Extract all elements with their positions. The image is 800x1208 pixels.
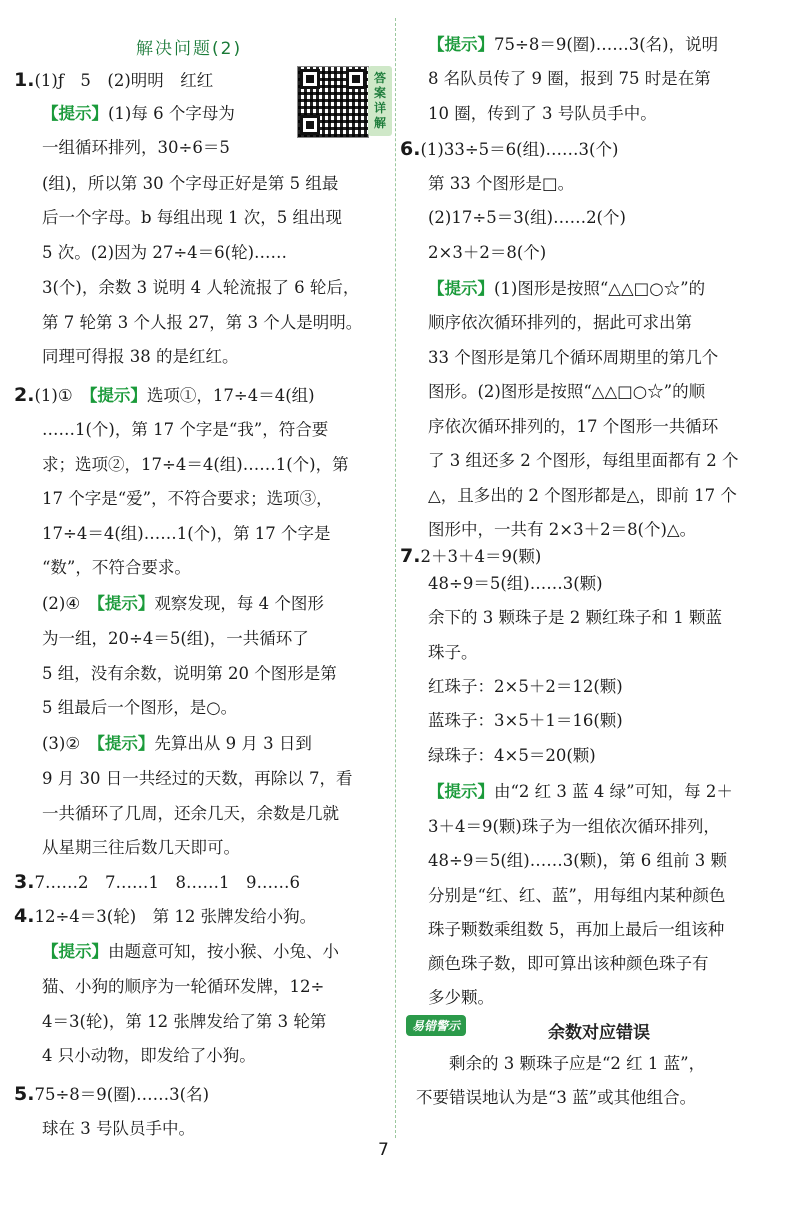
right-line — [428, 311, 692, 335]
line-text: 17÷4＝4(组)……1(个)，第 17 个字是 — [42, 524, 331, 543]
line-text: 球在 3 号队员手中。 — [42, 1119, 195, 1138]
line-text: 10 圈，传到了 3 号队员手中。 — [428, 104, 657, 123]
left-line — [14, 870, 300, 895]
line-text: △，且多出的 2 个图形都是△，即前 17 个 — [428, 486, 737, 505]
warning-line: 不要错误地认为是“3 蓝”或其他组合。 — [416, 1088, 697, 1107]
right-line — [400, 137, 618, 162]
right-line — [428, 415, 718, 439]
line-text: (1)图形是按照“△△□○☆”的 — [494, 279, 706, 298]
line-text: 先算出从 9 月 3 日到 — [154, 734, 312, 753]
left-line — [42, 1044, 256, 1068]
right-line — [428, 815, 720, 839]
line-text: 75÷8＝9(圈)……3(名) — [34, 1085, 210, 1104]
left-line — [42, 418, 328, 442]
line-text: 同理可得报 38 的是红红。 — [42, 347, 239, 366]
right-line — [428, 67, 711, 91]
left-line — [42, 241, 287, 265]
right-line — [428, 102, 657, 126]
line-text: (组)，所以第 30 个字母正好是第 5 组最 — [42, 174, 339, 193]
line-text: 48÷9＝5(组)……3(颗) — [428, 574, 603, 593]
right-line — [428, 884, 725, 908]
left-line — [42, 102, 235, 126]
line-text: 绿珠子：4×5＝20(颗) — [428, 746, 596, 765]
line-text: 2×3＋2＝8(个) — [428, 243, 547, 262]
right-line — [428, 484, 737, 508]
right-line — [428, 346, 718, 370]
line-text: 了 3 组还多 2 个图形，每组里面都有 2 个 — [428, 451, 739, 470]
line-text: 颜色珠子数，即可算出该种颜色珠子有 — [428, 954, 709, 973]
right-line — [400, 544, 541, 569]
question-number: 6. — [400, 138, 421, 160]
left-line — [42, 206, 342, 230]
line-text: 由“2 红 3 蓝 4 绿”可知，每 2＋ — [494, 782, 733, 801]
right-line — [428, 744, 596, 768]
line-text: 7……2 7……1 8……1 9……6 — [34, 873, 300, 892]
line-text: 48÷9＝5(组)……3(颗)，第 6 组前 3 颗 — [428, 851, 728, 870]
hint-label: 【提示】 — [428, 35, 494, 54]
right-line — [428, 206, 626, 230]
answer-detail-tag[interactable]: 答 案 详 解 — [368, 66, 392, 136]
right-line — [428, 675, 623, 699]
right-line — [428, 986, 494, 1010]
line-text: 顺序依次循环排列的，据此可求出第 — [428, 313, 692, 332]
left-line — [42, 767, 352, 791]
line-text: (1)① — [34, 386, 90, 405]
left-line — [42, 836, 240, 860]
line-text: ……1(个)，第 17 个字是“我”，符合要 — [42, 420, 329, 439]
hint-label: 【提示】 — [42, 104, 108, 123]
right-line — [428, 380, 705, 404]
question-number: 2. — [14, 384, 35, 406]
left-line — [42, 172, 338, 196]
line-text: 第 33 个图形是□。 — [428, 174, 575, 193]
column-divider — [395, 18, 396, 1138]
line-text: 余下的 3 颗珠子是 2 颗红珠子和 1 颗蓝 — [428, 608, 722, 627]
line-text: 观察发现，每 4 个图形 — [154, 594, 324, 613]
line-text: 8 名队员传了 9 圈，报到 75 时是在第 — [428, 69, 711, 88]
right-line — [428, 572, 603, 596]
left-line — [42, 136, 230, 160]
hint-label: 【提示】 — [42, 942, 108, 961]
line-text: 3＋4＝9(颗)珠子为一组依次循环排列， — [428, 817, 720, 836]
left-line — [42, 975, 324, 999]
left-line — [42, 732, 312, 756]
line-text: 后一个字母。b 每组出现 1 次，5 组出现 — [42, 208, 343, 227]
right-line — [428, 952, 709, 976]
line-text: (1)ƒ 5 (2)明明 红红 — [34, 71, 214, 90]
line-text: (3)② — [42, 734, 97, 753]
line-text: 从星期三往后数几天即可。 — [42, 838, 240, 857]
left-line — [14, 68, 213, 93]
question-number: 7. — [400, 545, 421, 567]
line-text: 猫、小狗的顺序为一轮循环发牌，12÷ — [42, 977, 325, 996]
line-text: 为一组，20÷4＝5(组)，一共循环了 — [42, 629, 309, 648]
left-line — [42, 696, 237, 720]
line-text: 珠子颗数乘组数 5，再加上最后一组该种 — [428, 920, 725, 939]
left-line — [14, 1082, 209, 1107]
left-line — [42, 487, 333, 511]
line-text: 蓝珠子：3×5＋1＝16(颗) — [428, 711, 623, 730]
warning-line: 剩余的 3 颗珠子应是“2 红 1 蓝”， — [416, 1054, 706, 1073]
line-text: 75÷8＝9(圈)……3(名)，说明 — [494, 35, 719, 54]
line-text: 第 7 轮第 3 个人报 27，第 3 个人是明明。 — [42, 313, 363, 332]
line-text: 图形。(2)图形是按照“△△□○☆”的顺 — [428, 382, 706, 401]
right-line — [428, 641, 478, 665]
right-line — [428, 33, 718, 57]
line-text: 图形中，一共有 2×3＋2＝8(个)△。 — [428, 520, 697, 539]
left-line — [14, 904, 316, 929]
page-number: 7 — [378, 1140, 389, 1160]
line-text: 9 月 30 日一共经过的天数，再除以 7，看 — [42, 769, 353, 788]
question-number: 4. — [14, 905, 35, 927]
line-text: 求；选项②，17÷4＝4(组)……1(个)，第 — [42, 455, 349, 474]
line-text: 一共循环了几周，还余几天，余数是几就 — [42, 804, 339, 823]
line-text: 分别是“红、红、蓝”，用每组内某种颜色 — [428, 886, 726, 905]
question-number: 5. — [14, 1083, 35, 1105]
line-text: 3(个)，余数 3 说明 4 人轮流报了 6 轮后， — [42, 278, 360, 297]
error-warning-badge: 易错警示 — [406, 1015, 466, 1036]
left-line — [42, 662, 337, 686]
right-line — [428, 606, 722, 630]
left-line — [42, 345, 239, 369]
line-text: 17 个字是“爱”，不符合要求；选项③， — [42, 489, 333, 508]
question-number: 1. — [14, 69, 35, 91]
left-line — [42, 940, 339, 964]
right-line — [428, 241, 546, 265]
qr-code[interactable] — [297, 66, 369, 138]
line-text: 33 个图形是第几个循环周期里的第几个 — [428, 348, 719, 367]
right-line — [428, 277, 705, 301]
line-text: 12÷4＝3(轮) 第 12 张牌发给小狗。 — [34, 907, 317, 926]
hint-label: 【提示】 — [428, 279, 494, 298]
line-text: 多少颗。 — [428, 988, 494, 1007]
right-line — [428, 849, 727, 873]
line-text: (1)33÷5＝6(组)……3(个) — [420, 140, 619, 159]
line-text: “数”，不符合要求。 — [42, 558, 191, 577]
line-text: 序依次循环排列的，17 个图形一共循环 — [428, 417, 719, 436]
left-line — [42, 276, 359, 300]
line-text: 5 次。(2)因为 27÷4＝6(轮)…… — [42, 243, 288, 262]
left-line — [14, 383, 315, 408]
line-text: (2)17÷5＝3(组)……2(个) — [428, 208, 626, 227]
left-line — [42, 311, 362, 335]
right-line — [428, 709, 623, 733]
right-line — [428, 780, 733, 804]
line-text: 4＝3(轮)，第 12 张牌发给了第 3 轮第 — [42, 1012, 327, 1031]
line-text: 选项①，17÷4＝4(组) — [146, 386, 315, 405]
warning-title: 余数对应错误 — [548, 1023, 650, 1043]
section-title: 解决问题(2) — [136, 39, 243, 59]
line-text: 由题意可知，按小猴、小兔、小 — [108, 942, 339, 961]
line-text: 5 组最后一个图形，是○。 — [42, 698, 238, 717]
right-line — [428, 518, 696, 542]
line-text: 4 只小动物，即发给了小狗。 — [42, 1046, 256, 1065]
left-line — [42, 453, 349, 477]
left-line — [42, 522, 331, 546]
line-text: 红珠子：2×5＋2＝12(颗) — [428, 677, 623, 696]
left-line — [42, 627, 309, 651]
line-text: (1)每 6 个字母为 — [108, 104, 235, 123]
left-line — [42, 592, 324, 616]
hint-label: 【提示】 — [89, 386, 147, 405]
left-line — [42, 802, 339, 826]
right-line — [428, 172, 574, 196]
question-number: 3. — [14, 871, 35, 893]
line-text: 5 组，没有余数，说明第 20 个图形是第 — [42, 664, 337, 683]
line-text: (2)④ — [42, 594, 97, 613]
left-line — [42, 1010, 326, 1034]
line-text: 2＋3＋4＝9(颗) — [420, 547, 542, 566]
hint-label: 【提示】 — [428, 782, 494, 801]
hint-label: 【提示】 — [96, 594, 155, 613]
line-text: 一组循环排列，30÷6＝5 — [42, 138, 230, 157]
right-line — [428, 449, 738, 473]
right-line — [428, 918, 724, 942]
line-text: 珠子。 — [428, 643, 478, 662]
hint-label: 【提示】 — [96, 734, 155, 753]
left-line — [42, 556, 191, 580]
left-line — [42, 1117, 195, 1141]
